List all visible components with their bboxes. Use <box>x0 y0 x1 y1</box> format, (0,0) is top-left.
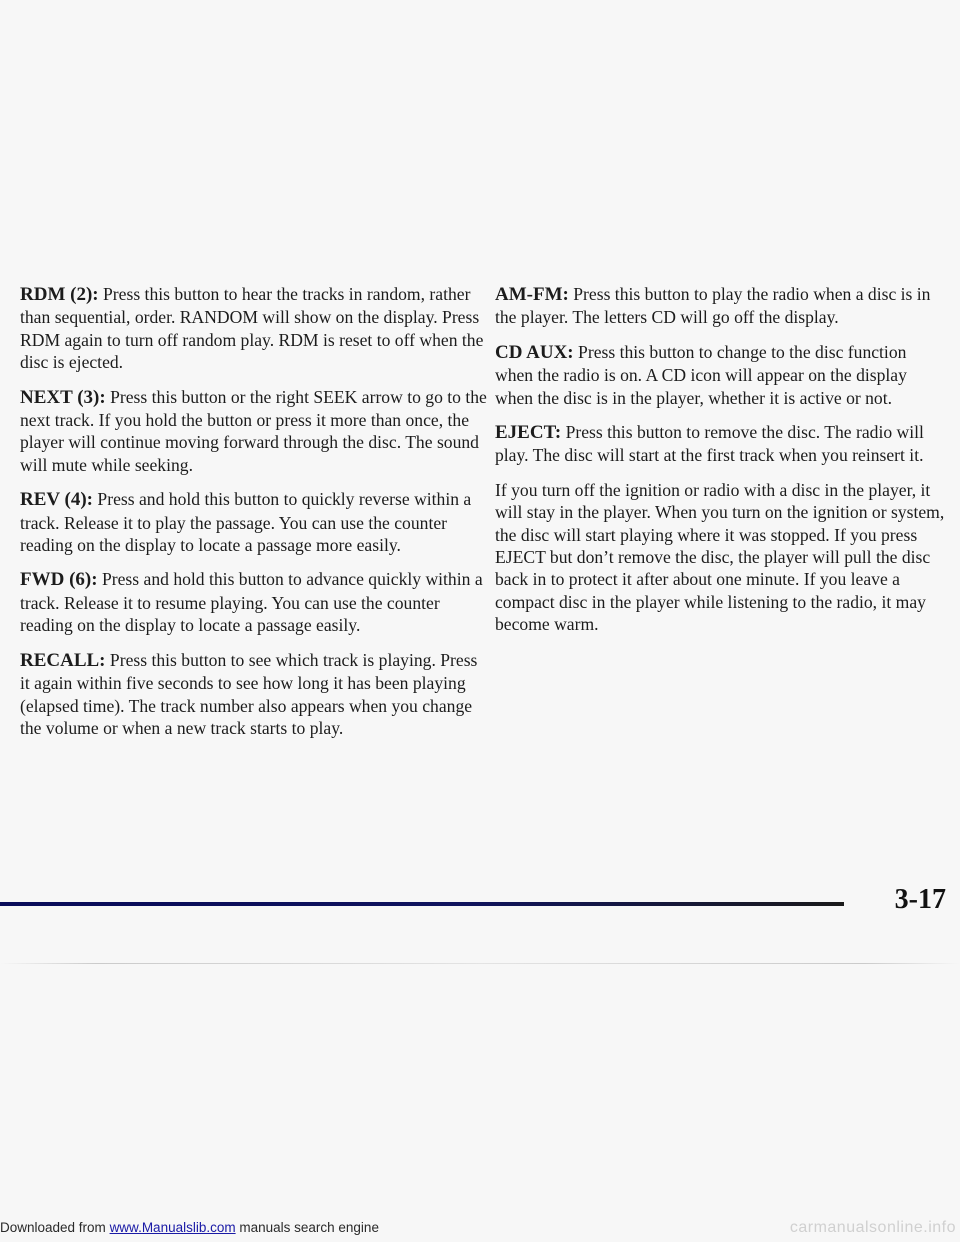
term-fwd: FWD (6): <box>20 569 98 591</box>
footer-prefix: Downloaded from <box>0 1220 110 1235</box>
download-credit <box>0 1214 379 1242</box>
text-rdm: Press this button to hear the tracks in random, rather than sequential, order. RANDOM will show on the display. Press RDM again to turn off random play. RDM is reset to off when the disc is ejected. <box>20 284 484 373</box>
manualslib-link[interactable]: www.Manualslib.com <box>109 1220 236 1235</box>
paragraph-cd-aux <box>495 341 947 409</box>
term-eject: EJECT: <box>495 422 562 444</box>
paragraph-ignition <box>495 479 947 636</box>
download-footer <box>0 1214 960 1242</box>
term-am-fm: AM-FM: <box>495 284 569 305</box>
page-number: 3-17 <box>894 884 946 915</box>
right-column <box>495 283 947 648</box>
text-rev: Press and hold this button to quickly reverse within a track. Release it to play the passage. You can use the counter reading on the display to locate a passage more easily. <box>20 489 472 556</box>
text-recall: Press this button to see which track is playing. Press it again within five seconds to see how long it has been playing (elapsed time). The track number also appears when you change the volume or when a new track starts to play. <box>20 649 478 738</box>
text-fwd: Press and hold this button to advance quickly within a track. Release it to resume playing. You can use the counter reading on the display to locate a passage easily. <box>20 569 483 636</box>
paragraph-fwd <box>20 568 490 636</box>
text-am-fm: Press this button to play the radio when a disc is in the player. The letters CD will go off the display. <box>495 284 931 328</box>
term-recall: RECALL: <box>20 649 106 671</box>
paragraph-recall <box>20 649 490 740</box>
term-rev: REV (4): <box>20 489 94 511</box>
footer-rule <box>0 902 844 906</box>
paragraph-am-fm <box>495 283 947 329</box>
text-ignition: If you turn off the ignition or radio with a disc in the player, it will stay in the player. When you turn on the ignition or system, the disc will start playing where it was stopped. If you press EJECT but don’t remove the disc, the player will pull the disc back in to protect it after about one minute. If you leave a compact disc in the player while listening to the radio, it may become warm. <box>495 479 945 635</box>
watermark: carmanualsonline.info <box>789 1219 956 1236</box>
term-rdm: RDM (2): <box>20 284 99 305</box>
text-cd-aux: Press this button to change to the disc function when the radio is on. A CD icon will appear on the display when the disc is in the player, whether it is active or not. <box>495 341 907 408</box>
footer-suffix: manuals search engine <box>235 1220 379 1235</box>
paragraph-rdm <box>20 283 490 374</box>
term-cd-aux: CD AUX: <box>495 341 574 363</box>
paragraph-eject <box>495 421 947 467</box>
scan-line <box>0 963 960 964</box>
text-next: Press this button or the right SEEK arrow to go to the next track. If you hold the button or press it more than once, the player will continue moving forward through the disc. The sound will mute while seeking. <box>20 386 487 475</box>
text-eject: Press this button to remove the disc. The radio will play. The disc will start at the first track when you reinsert it. <box>495 422 924 466</box>
paragraph-next <box>20 386 490 477</box>
left-column <box>20 283 490 751</box>
term-next: NEXT (3): <box>20 386 106 408</box>
paragraph-rev <box>20 488 490 556</box>
